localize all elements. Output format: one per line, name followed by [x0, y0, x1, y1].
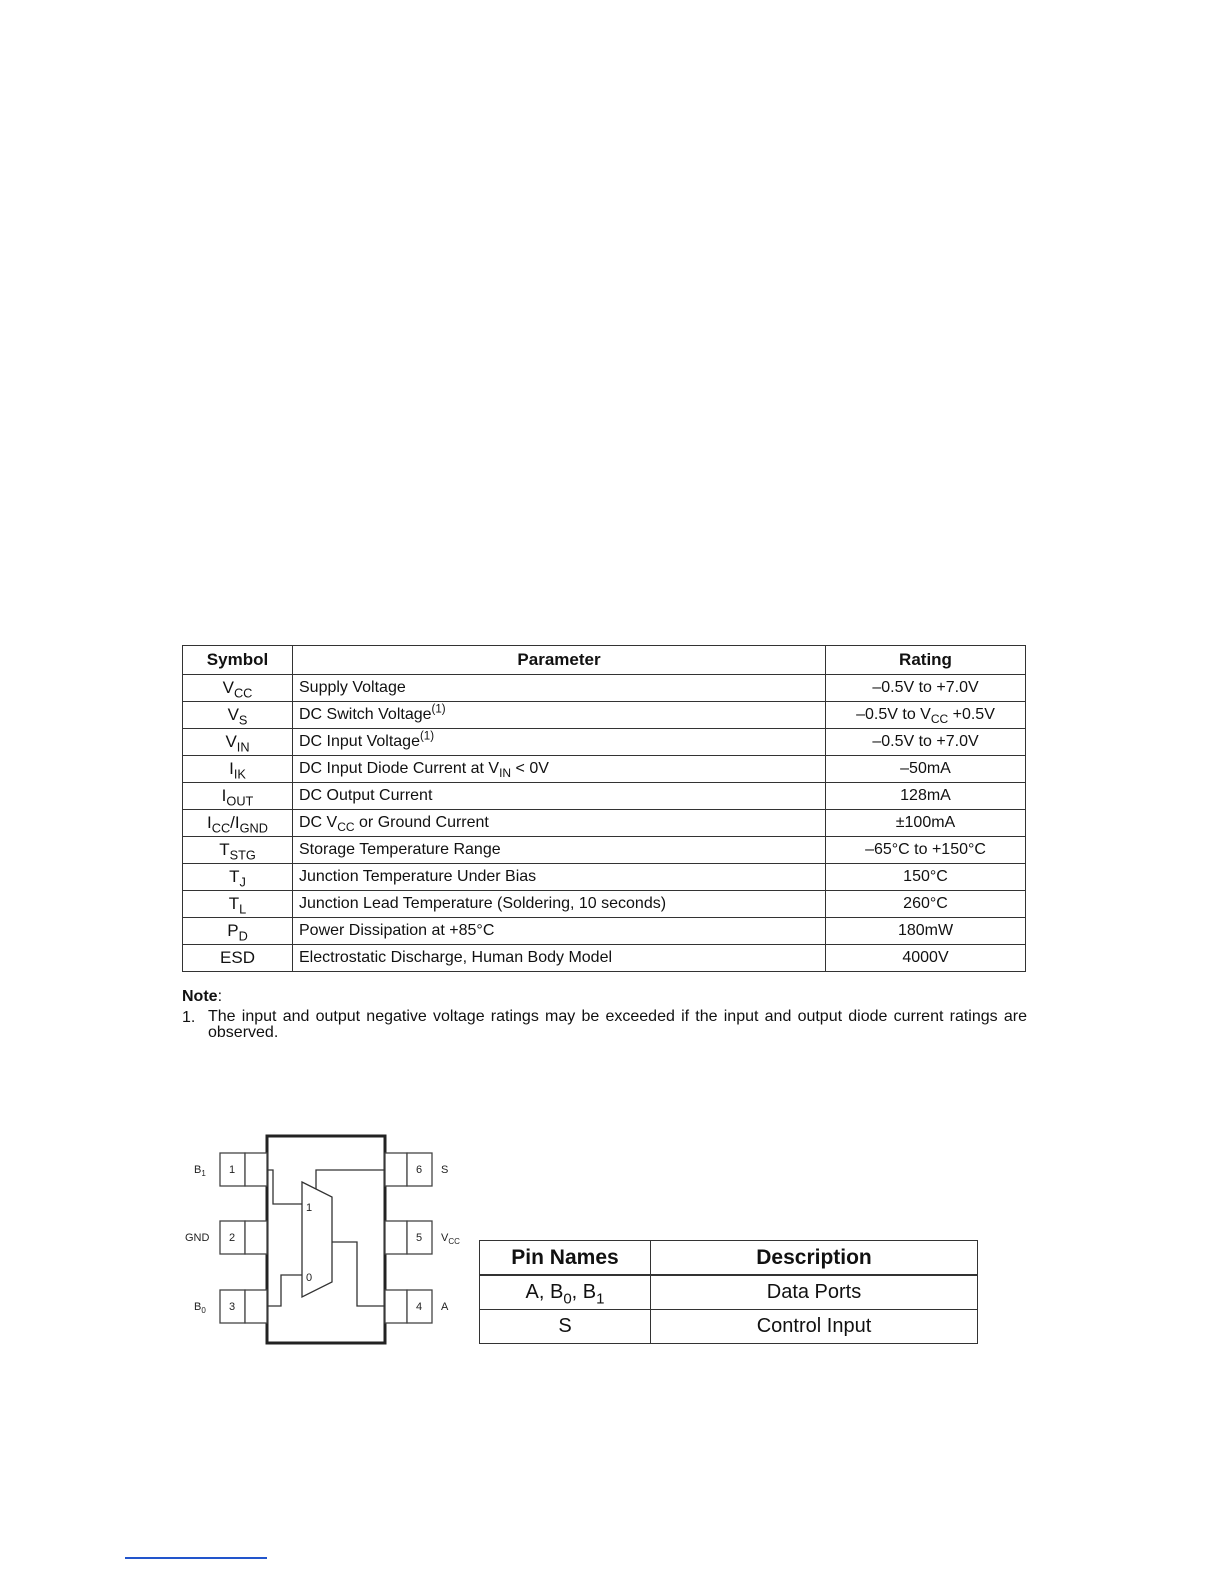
symbol-cell: $T_L$ [183, 891, 293, 918]
pin-4-number: 4 [416, 1301, 423, 1313]
parameter-cell: DC Output Current [293, 783, 826, 810]
mux-input-0-label: 0 [306, 1272, 313, 1284]
pin-description-table [479, 1240, 978, 1344]
parameter-header: Parameter [293, 646, 826, 675]
pin-description-cell: Data Ports [651, 1275, 978, 1310]
package-pinout-diagram [180, 1130, 470, 1350]
pin-name-cell: A, $B_0$, $B_1$ [480, 1275, 651, 1310]
table-row [183, 891, 1026, 918]
pin-5-label: $V_{CC}$ [441, 1232, 460, 1246]
pin-3-number: 3 [229, 1301, 236, 1313]
symbol-cell: $V_S$ [183, 702, 293, 729]
rating-cell: –65°C to +150°C [826, 837, 1026, 864]
note-item [182, 1009, 1027, 1041]
rating-cell: –0.5V to $V_{CC} +0.5V$ [826, 702, 1026, 729]
pin-2 [185, 1221, 267, 1254]
pin-names-header: Pin Names [480, 1241, 651, 1276]
table-row [183, 837, 1026, 864]
symbol-cell: $I_{CC}/I_{GND}$ [183, 810, 293, 837]
rating-cell: –50mA [826, 756, 1026, 783]
rating-cell: 260°C [826, 891, 1026, 918]
pin-description-cell: Control Input [651, 1310, 978, 1344]
rating-header: Rating [826, 646, 1026, 675]
pin-5-number: 5 [416, 1232, 423, 1244]
table-row [183, 702, 1026, 729]
rating-cell: 180mW [826, 918, 1026, 945]
table-row [183, 675, 1026, 702]
pin-2-label: GND [185, 1232, 210, 1244]
symbol-cell: ESD [183, 945, 293, 972]
table-row [183, 864, 1026, 891]
parameter-cell: Storage Temperature Range [293, 837, 826, 864]
symbol-cell: $T_{STG}$ [183, 837, 293, 864]
symbol-cell: $I_{IK}$ [183, 756, 293, 783]
pin-name-cell: S [480, 1310, 651, 1344]
pin-6-number: 6 [416, 1164, 423, 1176]
parameter-cell: DC Input Diode Current at $V_{IN} < 0V$ [293, 756, 826, 783]
table-row [183, 918, 1026, 945]
parameter-cell: DC $V_{CC}$ or Ground Current [293, 810, 826, 837]
absolute-maximum-ratings-table [182, 645, 1026, 972]
symbol-cell: $V_{CC}$ [183, 675, 293, 702]
symbol-cell: $I_{OUT}$ [183, 783, 293, 810]
pin-4 [385, 1290, 449, 1323]
note-title: Note: [182, 988, 223, 1005]
pin-5 [385, 1221, 460, 1254]
pin-1-label: $B_1$ [194, 1164, 206, 1178]
rating-cell: 4000V [826, 945, 1026, 972]
table-row [480, 1310, 978, 1344]
symbol-cell: $T_J$ [183, 864, 293, 891]
table-header-row [183, 646, 1026, 675]
table-row [183, 945, 1026, 972]
rating-cell: 150°C [826, 864, 1026, 891]
table-note [182, 988, 1027, 1041]
pin-6 [385, 1153, 448, 1186]
note-text: The input and output negative voltage ratings may be exceeded if the input and output diode current ratings are observed. [208, 1008, 1027, 1041]
parameter-cell: Power Dissipation at +85°C [293, 918, 826, 945]
parameter-cell: DC Input Voltage$^{(1)}$ [293, 729, 826, 756]
rating-cell: 128mA [826, 783, 1026, 810]
mux-input-1-label: 1 [306, 1202, 313, 1214]
footer-rule [125, 1557, 267, 1559]
table-header-row [480, 1241, 978, 1276]
pin-4-label: A [441, 1301, 449, 1313]
table-row [480, 1275, 978, 1310]
pin-2-number: 2 [229, 1232, 236, 1244]
table-row [183, 810, 1026, 837]
pin-3-label: $B_0$ [194, 1301, 206, 1315]
parameter-cell: Junction Lead Temperature (Soldering, 10 seconds) [293, 891, 826, 918]
note-number: 1. [182, 1009, 196, 1026]
symbol-header: Symbol [183, 646, 293, 675]
description-header: Description [651, 1241, 978, 1276]
rating-cell: ±100mA [826, 810, 1026, 837]
rating-cell: –0.5V to +7.0V [826, 729, 1026, 756]
table-row [183, 783, 1026, 810]
parameter-cell: Supply Voltage [293, 675, 826, 702]
pin-6-label: S [441, 1164, 449, 1176]
parameter-cell: DC Switch Voltage$^{(1)}$ [293, 702, 826, 729]
parameter-cell: Junction Temperature Under Bias [293, 864, 826, 891]
parameter-cell: Electrostatic Discharge, Human Body Model [293, 945, 826, 972]
pin-1-number: 1 [229, 1164, 236, 1176]
symbol-cell: $V_{IN}$ [183, 729, 293, 756]
pin-3 [194, 1290, 267, 1323]
pin-1 [194, 1153, 267, 1186]
table-row [183, 729, 1026, 756]
table-row [183, 756, 1026, 783]
rating-cell: –0.5V to +7.0V [826, 675, 1026, 702]
symbol-cell: $P_D$ [183, 918, 293, 945]
